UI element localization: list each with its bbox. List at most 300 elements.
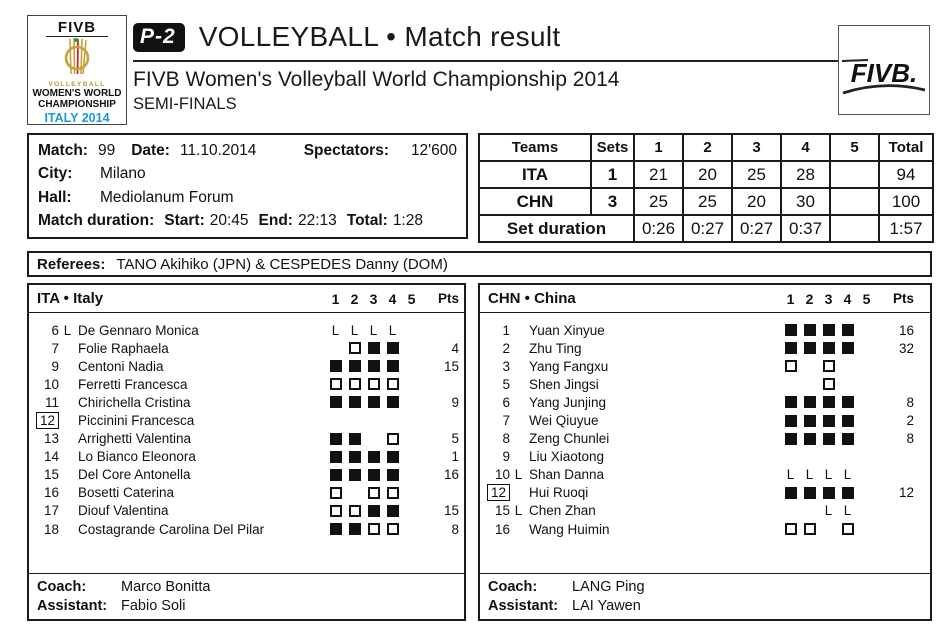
player-name: Hui Ruoqi — [529, 485, 589, 501]
player-number — [29, 377, 59, 392]
set4-score: 28 — [781, 161, 830, 188]
city-label: City: — [38, 165, 73, 183]
referees-names: TANO Akihiko (JPN) & CESPEDES Danny (DOM) — [116, 255, 448, 273]
played-set-square-icon — [387, 360, 399, 372]
player-name: Lo Bianco Eleonora — [78, 449, 196, 465]
played-set-square-icon — [330, 523, 342, 535]
substitute-set-square-icon — [387, 523, 399, 535]
player-number — [29, 449, 59, 464]
played-set-square-icon — [349, 396, 361, 408]
set2-marker — [345, 451, 364, 463]
coach-name: Marco Bonitta — [121, 579, 211, 595]
set3-marker — [364, 505, 383, 517]
set4-score: 30 — [781, 188, 830, 215]
set-col-2: 2 — [350, 290, 359, 307]
set4-marker: L — [843, 467, 852, 483]
played-set-square-icon — [823, 415, 835, 427]
player-row — [480, 357, 930, 375]
player-name: Arrighetti Valentina — [78, 431, 192, 447]
player-number — [480, 341, 510, 356]
played-set-square-icon — [368, 396, 380, 408]
player-name: De Gennaro Monica — [78, 322, 199, 338]
total-points: 94 — [879, 161, 933, 188]
played-set-square-icon — [785, 342, 797, 354]
played-set-square-icon — [842, 324, 854, 336]
match-label: Match: — [38, 141, 88, 159]
player-number-text: 8 — [502, 431, 510, 447]
championship-subtitle: FIVB Women's Volleyball World Championship 2014 — [133, 68, 620, 91]
set3-score: 25 — [732, 161, 781, 188]
substitute-set-square-icon — [785, 360, 797, 372]
set3-marker: L — [824, 467, 833, 483]
player-number-text: 12 — [487, 484, 510, 501]
player-number — [29, 485, 59, 500]
player-name: Piccinini Francesca — [78, 413, 195, 429]
substitute-set-square-icon — [387, 433, 399, 445]
played-set-square-icon — [804, 396, 816, 408]
player-name: Liu Xiaotong — [529, 449, 605, 465]
player-name: Yuan Xinyue — [529, 322, 605, 338]
assistant-name: LAI Yawen — [572, 598, 641, 614]
set2-marker — [800, 523, 819, 535]
played-set-square-icon — [330, 360, 342, 372]
set4-marker — [383, 523, 402, 535]
set3-marker — [364, 360, 383, 372]
total-label: Total: — [346, 212, 388, 230]
player-list — [29, 313, 464, 538]
set-col-4: 4 — [843, 290, 852, 307]
player-number-text: 9 — [502, 449, 510, 465]
player-row — [29, 466, 464, 484]
hall-label: Hall: — [38, 188, 72, 206]
score-header-row — [479, 134, 933, 161]
played-set-square-icon — [804, 433, 816, 445]
substitute-set-square-icon — [330, 378, 342, 390]
played-set-square-icon — [330, 469, 342, 481]
player-number-text: 5 — [502, 376, 510, 392]
set4-marker — [383, 360, 402, 372]
set4-marker — [838, 342, 857, 354]
player-row — [480, 502, 930, 520]
player-row — [29, 393, 464, 411]
player-number — [480, 359, 510, 374]
player-row — [480, 375, 930, 393]
team-code: ITA — [479, 161, 591, 188]
player-name: Zhu Ting — [529, 340, 582, 356]
player-number-text: 10 — [494, 467, 510, 483]
player-name: Chirichella Cristina — [78, 394, 191, 410]
player-number — [29, 359, 59, 374]
played-set-square-icon — [785, 415, 797, 427]
set4-marker — [383, 433, 402, 445]
set1-marker — [781, 487, 800, 499]
set-col-1: 1 — [786, 290, 795, 307]
set1-marker — [326, 396, 345, 408]
assistant-label: Assistant: — [488, 598, 559, 614]
hall-value: Mediolanum Forum — [100, 188, 234, 206]
set2-score: 25 — [683, 188, 732, 215]
played-set-square-icon — [804, 415, 816, 427]
played-set-square-icon — [349, 469, 361, 481]
player-points: 15 — [443, 358, 459, 374]
set2-marker — [345, 469, 364, 481]
set3-marker — [364, 487, 383, 499]
player-number-text: 6 — [51, 322, 59, 338]
spectators-label: Spectators: — [303, 141, 389, 159]
player-row — [29, 448, 464, 466]
player-number — [29, 412, 59, 429]
team-code: CHN — [479, 188, 591, 215]
match-info-row-2 — [38, 165, 457, 183]
set3-marker — [819, 324, 838, 336]
set1-marker — [326, 505, 345, 517]
substitute-set-square-icon — [785, 523, 797, 535]
player-points: 1 — [451, 449, 459, 465]
player-row — [29, 357, 464, 375]
player-row — [480, 411, 930, 429]
player-number-text: 16 — [43, 485, 59, 501]
set5-score — [830, 161, 879, 188]
set1-marker — [326, 433, 345, 445]
set1-marker — [326, 360, 345, 372]
referees-bar — [27, 251, 932, 277]
set3-marker — [364, 378, 383, 390]
set1-marker — [781, 523, 800, 535]
played-set-square-icon — [785, 396, 797, 408]
player-row — [29, 502, 464, 520]
player-name: Yang Fangxu — [529, 358, 609, 374]
set2-header: 2 — [683, 134, 732, 161]
set3-marker — [364, 523, 383, 535]
set2-marker — [345, 378, 364, 390]
set2-marker — [800, 324, 819, 336]
player-points: 4 — [451, 340, 459, 356]
player-number — [480, 449, 510, 464]
substitute-set-square-icon — [349, 505, 361, 517]
set-col-5: 5 — [407, 290, 416, 307]
pts-col-header: Pts — [437, 291, 459, 306]
played-set-square-icon — [387, 451, 399, 463]
player-number — [29, 395, 59, 410]
set-duration-label: Set duration — [479, 215, 634, 242]
played-set-square-icon — [785, 487, 797, 499]
date-label: Date: — [131, 141, 170, 159]
set-column-headers — [781, 291, 914, 307]
player-number — [480, 467, 510, 482]
played-set-square-icon — [804, 342, 816, 354]
city-value: Milano — [100, 165, 146, 183]
total-value: 1:28 — [392, 212, 423, 230]
start-value: 20:45 — [209, 212, 249, 230]
player-name: Bosetti Caterina — [78, 485, 175, 501]
player-points: 8 — [451, 521, 459, 537]
score-table-container — [478, 133, 934, 243]
played-set-square-icon — [330, 396, 342, 408]
player-name: Ferretti Francesca — [78, 376, 188, 392]
played-set-square-icon — [804, 324, 816, 336]
played-set-square-icon — [349, 433, 361, 445]
substitute-set-square-icon — [387, 378, 399, 390]
player-name: Del Core Antonella — [78, 467, 191, 483]
coach-line — [488, 578, 922, 597]
coach-label: Coach: — [488, 579, 538, 595]
set4-marker — [838, 324, 857, 336]
set4-marker — [838, 396, 857, 408]
player-row — [29, 520, 464, 538]
substitute-set-square-icon — [387, 487, 399, 499]
played-set-square-icon — [823, 396, 835, 408]
set2-marker — [345, 523, 364, 535]
player-row — [480, 321, 930, 339]
end-value: 22:13 — [297, 212, 337, 230]
played-set-square-icon — [368, 342, 380, 354]
set4-marker: L — [843, 503, 852, 519]
player-number-text: 14 — [43, 449, 59, 465]
logo-line1: WOMEN'S WORLD — [32, 88, 122, 99]
logo-italy2014: ITALY 2014 — [44, 111, 110, 125]
set3-marker: L — [369, 322, 378, 338]
player-number-text: 6 — [502, 394, 510, 410]
player-number-text: 16 — [494, 521, 510, 537]
set3-duration: 0:27 — [732, 215, 781, 242]
coach-label: Coach: — [37, 579, 87, 595]
player-name: Wang Huimin — [529, 521, 610, 537]
duration-label: Match duration: — [38, 212, 155, 230]
player-name: Shan Danna — [529, 467, 605, 483]
set3-marker — [819, 360, 838, 372]
set1-marker — [326, 523, 345, 535]
set4-marker — [383, 396, 402, 408]
set1-header: 1 — [634, 134, 683, 161]
player-number-text: 2 — [502, 340, 510, 356]
set4-marker — [838, 487, 857, 499]
played-set-square-icon — [368, 451, 380, 463]
set2-marker: L — [805, 467, 814, 483]
set2-marker — [800, 433, 819, 445]
played-set-square-icon — [842, 396, 854, 408]
set3-score: 20 — [732, 188, 781, 215]
set1-marker — [781, 433, 800, 445]
set4-marker — [383, 487, 402, 499]
roster-header — [29, 285, 464, 313]
played-set-square-icon — [349, 360, 361, 372]
player-number — [29, 503, 59, 518]
player-name: Shen Jingsi — [529, 376, 599, 392]
substitute-set-square-icon — [823, 360, 835, 372]
team-title: CHN • China — [488, 290, 576, 307]
libero-flag: L — [63, 322, 72, 338]
player-row — [29, 411, 464, 429]
player-name: Chen Zhan — [529, 503, 596, 519]
set3-marker — [364, 451, 383, 463]
set-col-3: 3 — [369, 290, 378, 307]
substitute-set-square-icon — [842, 523, 854, 535]
player-number-text: 7 — [502, 413, 510, 429]
set1-score: 21 — [634, 161, 683, 188]
coach-block — [480, 573, 930, 619]
played-set-square-icon — [368, 469, 380, 481]
set2-marker — [800, 396, 819, 408]
played-set-square-icon — [823, 324, 835, 336]
played-set-square-icon — [823, 487, 835, 499]
player-row — [480, 430, 930, 448]
set1-marker — [326, 469, 345, 481]
played-set-square-icon — [842, 415, 854, 427]
libero-flag: L — [514, 503, 523, 519]
set2-marker — [800, 342, 819, 354]
player-row — [29, 484, 464, 502]
header — [133, 16, 838, 114]
player-number-text: 3 — [502, 358, 510, 374]
player-points: 16 — [443, 467, 459, 483]
set3-marker — [819, 415, 838, 427]
set3-marker — [819, 487, 838, 499]
player-row — [29, 430, 464, 448]
player-name: Centoni Nadia — [78, 358, 164, 374]
svg-text:FIVB.: FIVB. — [850, 58, 918, 88]
player-name: Diouf Valentina — [78, 503, 169, 519]
played-set-square-icon — [387, 396, 399, 408]
set4-marker — [838, 415, 857, 427]
player-row — [480, 339, 930, 357]
player-number-text: 10 — [43, 376, 59, 392]
player-row — [480, 448, 930, 466]
total-duration: 1:57 — [879, 215, 933, 242]
set3-marker — [819, 342, 838, 354]
set1-marker — [326, 487, 345, 499]
player-points: 8 — [906, 394, 914, 410]
player-name: Costagrande Carolina Del Pilar — [78, 521, 265, 537]
played-set-square-icon — [785, 433, 797, 445]
set4-marker — [383, 505, 402, 517]
referees-label: Referees: — [37, 255, 106, 273]
score-table — [478, 133, 934, 243]
played-set-square-icon — [349, 523, 361, 535]
player-number — [29, 341, 59, 356]
player-row — [480, 520, 930, 538]
set2-marker — [345, 505, 364, 517]
set1-marker — [781, 415, 800, 427]
title-underline — [133, 60, 838, 62]
substitute-set-square-icon — [368, 378, 380, 390]
set3-marker — [819, 378, 838, 390]
set-col-3: 3 — [824, 290, 833, 307]
set1-marker: L — [331, 322, 340, 338]
set5-score — [830, 188, 879, 215]
player-name: Wei Qiuyue — [529, 413, 599, 429]
set2-marker — [345, 396, 364, 408]
player-name: Zeng Chunlei — [529, 431, 610, 447]
player-row — [29, 321, 464, 339]
teams-header: Teams — [479, 134, 591, 161]
player-number — [480, 413, 510, 428]
player-number — [29, 323, 59, 338]
set4-marker: L — [388, 322, 397, 338]
assistant-line — [488, 597, 922, 616]
set4-marker — [383, 451, 402, 463]
player-name: Folie Raphaela — [78, 340, 169, 356]
match-info-row-1 — [38, 142, 457, 160]
set1-marker — [781, 324, 800, 336]
played-set-square-icon — [842, 487, 854, 499]
title-row — [133, 16, 838, 58]
fivb-logo — [838, 25, 930, 115]
set5-header: 5 — [830, 134, 879, 161]
set1-score: 25 — [634, 188, 683, 215]
sets-won: 1 — [591, 161, 634, 188]
player-number-text: 1 — [502, 322, 510, 338]
match-info-row-4 — [38, 212, 457, 230]
played-set-square-icon — [330, 433, 342, 445]
match-date: 11.10.2014 — [179, 141, 257, 159]
played-set-square-icon — [387, 342, 399, 354]
assistant-line — [37, 597, 456, 616]
player-row — [480, 393, 930, 411]
player-points: 5 — [451, 431, 459, 447]
coach-name: LANG Ping — [572, 579, 645, 595]
set2-score: 20 — [683, 161, 732, 188]
played-set-square-icon — [823, 433, 835, 445]
played-set-square-icon — [330, 451, 342, 463]
set2-marker — [345, 360, 364, 372]
substitute-set-square-icon — [349, 342, 361, 354]
match-info-box — [27, 133, 468, 239]
played-set-square-icon — [368, 360, 380, 372]
set2-marker — [345, 433, 364, 445]
substitute-set-square-icon — [349, 378, 361, 390]
played-set-square-icon — [842, 342, 854, 354]
set4-marker — [838, 433, 857, 445]
round-name: SEMI-FINALS — [133, 95, 237, 113]
player-number-text: 15 — [494, 503, 510, 519]
set4-header: 4 — [781, 134, 830, 161]
set3-marker — [364, 342, 383, 354]
player-number-text: 17 — [43, 503, 59, 519]
fivb-wordmark: FIVB — [57, 19, 97, 36]
page-title: VOLLEYBALL • Match result — [198, 21, 561, 52]
roster-panel-italy — [27, 283, 466, 621]
set3-marker: L — [824, 503, 833, 519]
set1-marker — [326, 451, 345, 463]
set3-marker — [819, 396, 838, 408]
player-number — [480, 503, 510, 518]
played-set-square-icon — [349, 451, 361, 463]
score-row-ita — [479, 161, 933, 188]
player-number — [480, 395, 510, 410]
substitute-set-square-icon — [823, 378, 835, 390]
set2-marker — [800, 487, 819, 499]
substitute-set-square-icon — [330, 487, 342, 499]
player-name: Yang Junjing — [529, 394, 607, 410]
set-col-2: 2 — [805, 290, 814, 307]
total-header: Total — [879, 134, 933, 161]
player-number — [29, 522, 59, 537]
player-list — [480, 313, 930, 538]
sets-won: 3 — [591, 188, 634, 215]
sets-header: Sets — [591, 134, 634, 161]
player-row — [29, 375, 464, 393]
player-number-text: 18 — [43, 521, 59, 537]
set-col-5: 5 — [862, 290, 871, 307]
substitute-set-square-icon — [368, 487, 380, 499]
set2-marker — [800, 415, 819, 427]
set5-duration — [830, 215, 879, 242]
played-set-square-icon — [804, 487, 816, 499]
set4-marker — [383, 469, 402, 481]
set3-marker — [364, 469, 383, 481]
played-set-square-icon — [823, 342, 835, 354]
substitute-set-square-icon — [330, 505, 342, 517]
